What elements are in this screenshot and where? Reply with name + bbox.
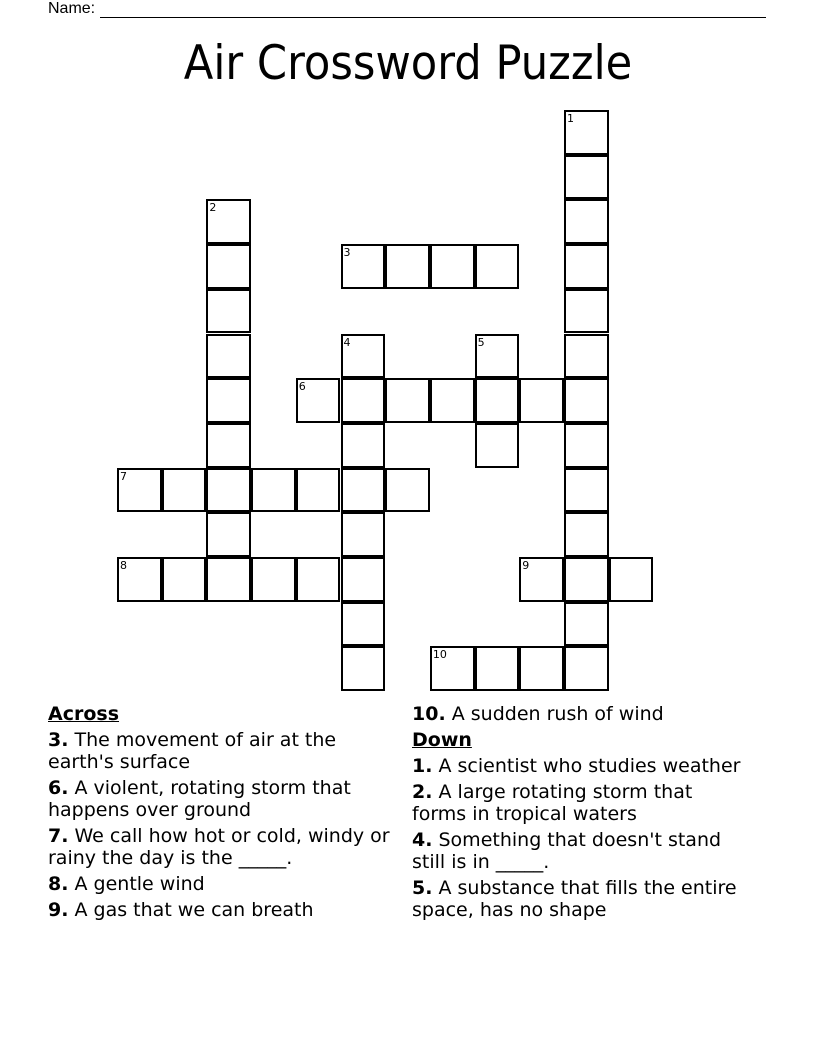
grid-cell[interactable]: [206, 289, 251, 334]
grid-cell[interactable]: [206, 334, 251, 379]
cell-number: 8: [120, 559, 127, 572]
grid-cell[interactable]: [206, 199, 251, 244]
grid-cell[interactable]: [385, 244, 430, 289]
grid-cell[interactable]: [519, 646, 564, 691]
clues-column-right: [412, 703, 752, 925]
grid-cell[interactable]: [206, 244, 251, 289]
clue-down-2: 2. A large rotating storm that forms in tropical waters: [412, 781, 693, 825]
cell-number: 10: [432, 648, 447, 662]
grid-cell[interactable]: [206, 468, 251, 513]
grid-cell[interactable]: [162, 468, 207, 513]
grid-cell[interactable]: [206, 557, 251, 602]
clue-across-6: 6. A violent, rotating storm that happens over ground: [48, 777, 351, 821]
clue-across-8: 8. A gentle wind: [48, 873, 205, 895]
clue-across-10: 10. A sudden rush of wind: [412, 703, 664, 725]
grid-cell[interactable]: [564, 468, 609, 513]
cell-number: 9: [522, 559, 530, 572]
grid-cell[interactable]: [609, 557, 654, 602]
clue-down-4: 4. Something that doesn't stand still is in _____.: [412, 829, 722, 873]
grid-cell[interactable]: [564, 602, 609, 647]
grid-cell[interactable]: [564, 199, 609, 244]
page-title: Air Crossword Puzzle: [183, 36, 633, 91]
clue-across-7: 7. We call how hot or cold, windy or rainy the day is the _____.: [48, 825, 390, 869]
grid-cell[interactable]: [251, 557, 296, 602]
grid-cell[interactable]: [519, 557, 564, 602]
grid-cell[interactable]: [117, 468, 162, 513]
grid-cell[interactable]: [564, 334, 609, 379]
grid-cell[interactable]: [341, 468, 386, 513]
cell-number: 3: [343, 246, 351, 260]
grid-cell[interactable]: [564, 289, 609, 334]
grid-cell[interactable]: [296, 557, 341, 602]
grid-cell[interactable]: [475, 244, 520, 289]
clues-column-left: [48, 703, 393, 925]
grid-cell[interactable]: [341, 646, 386, 691]
cell-number: 6: [298, 380, 306, 394]
grid-cell[interactable]: [564, 512, 609, 557]
grid-cell[interactable]: [341, 557, 386, 602]
grid-cell[interactable]: [475, 646, 520, 691]
grid-cell[interactable]: [564, 557, 609, 602]
grid-cell[interactable]: [341, 378, 386, 423]
grid-cell[interactable]: [564, 423, 609, 468]
grid-cell[interactable]: [206, 423, 251, 468]
cell-number: 7: [120, 469, 127, 483]
grid-cell[interactable]: [564, 378, 609, 423]
grid-cell[interactable]: [385, 378, 430, 423]
grid-cell[interactable]: [430, 646, 475, 691]
clue-down-5: 5. A substance that fills the entire space, has no shape: [412, 877, 737, 921]
grid-cell[interactable]: [341, 423, 386, 468]
clue-across-9: 9. A gas that we can breath: [48, 899, 314, 921]
grid-cell[interactable]: [296, 468, 341, 513]
grid-cell[interactable]: [296, 378, 341, 423]
clue-down-1: 1. A scientist who studies weather: [412, 755, 741, 777]
name-label: Name:: [48, 0, 96, 17]
grid-cell[interactable]: [385, 468, 430, 513]
grid-cell[interactable]: [475, 334, 520, 379]
grid-cell[interactable]: [564, 110, 609, 155]
down-heading: Down: [412, 729, 472, 751]
clue-across-3: 3. The movement of air at the earth's surface: [48, 729, 337, 773]
cell-number: 5: [477, 335, 485, 349]
grid-cell[interactable]: [564, 155, 609, 200]
grid-cell[interactable]: [341, 602, 386, 647]
grid-cell[interactable]: [341, 244, 386, 289]
grid-cell[interactable]: [475, 378, 520, 423]
across-heading: Across: [48, 703, 120, 725]
grid-cell[interactable]: [341, 512, 386, 557]
grid-cell[interactable]: [251, 468, 296, 513]
grid-cell[interactable]: [564, 646, 609, 691]
grid-cell[interactable]: [206, 512, 251, 557]
grid-cell[interactable]: [430, 378, 475, 423]
cell-number: 1: [567, 112, 574, 125]
grid-cell[interactable]: [206, 378, 251, 423]
grid-cell[interactable]: [475, 423, 520, 468]
grid-cell[interactable]: [162, 557, 207, 602]
cell-number: 2: [209, 201, 217, 215]
grid-cell[interactable]: [519, 378, 564, 423]
grid-cell[interactable]: [430, 244, 475, 289]
grid-cell[interactable]: [564, 244, 609, 289]
grid-cell[interactable]: [341, 334, 386, 379]
grid-cell[interactable]: [117, 557, 162, 602]
cell-number: 4: [343, 335, 351, 349]
